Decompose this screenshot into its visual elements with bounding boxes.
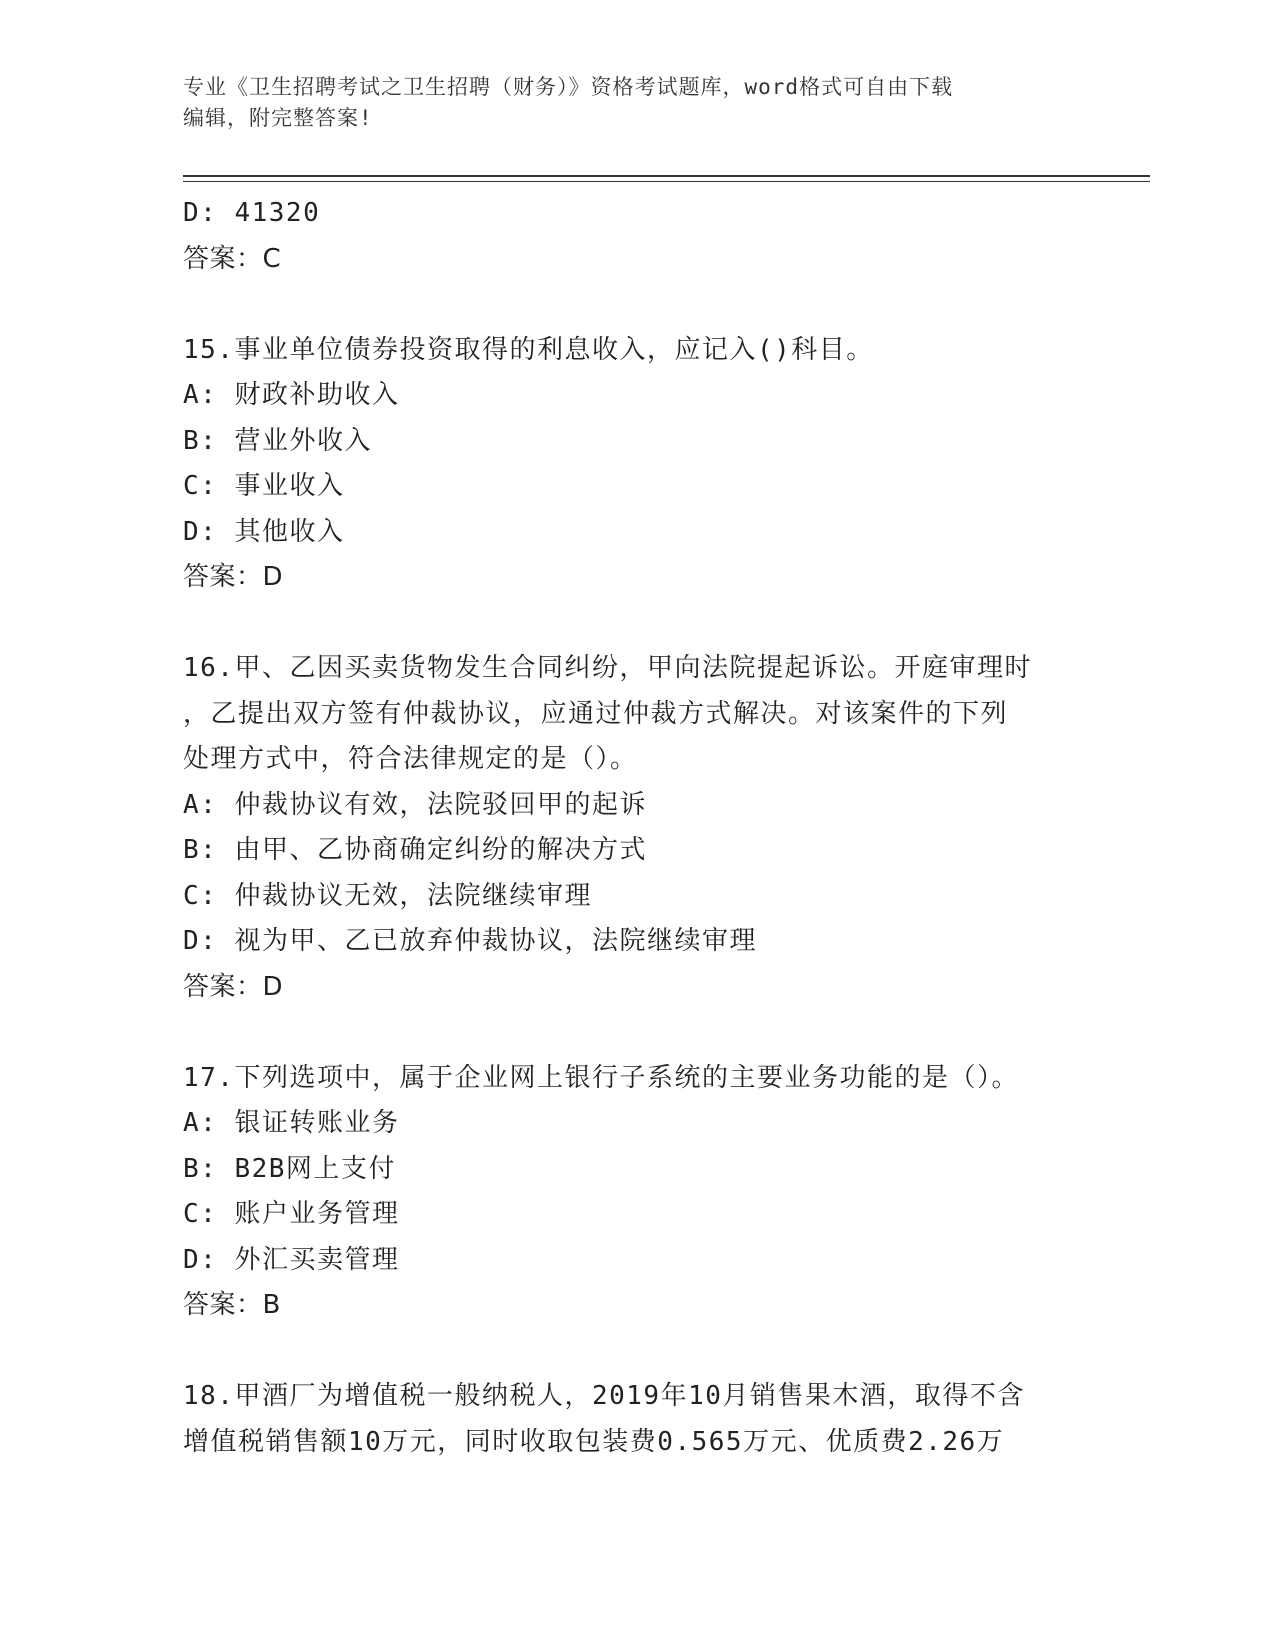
option-d: D: 其他收入 — [183, 516, 345, 547]
question-stem-line-2: ，乙提出双方签有仲裁协议，应通过仲裁方式解决。对该案件的下列 — [183, 698, 1009, 729]
question-stem-line-1: 16.甲、乙因买卖货物发生合同纠纷，甲向法院提起诉讼。开庭审理时 — [183, 653, 1032, 683]
spacer — [183, 1010, 1083, 1056]
option-d: D: 视为甲、乙已放弃仲裁协议，法院继续审理 — [183, 926, 757, 956]
answer: 答案：C — [183, 243, 282, 274]
header-line-2: 编辑，附完整答案! — [183, 106, 373, 130]
option-a: A: 银证转账业务 — [183, 1108, 400, 1138]
header-divider-thick — [183, 175, 1150, 177]
option-c: C: 事业收入 — [183, 471, 345, 501]
option-a: A: 仲裁协议有效，法院驳回甲的起诉 — [183, 789, 647, 820]
option-c: C: 账户业务管理 — [183, 1199, 400, 1229]
answer: 答案：D — [183, 971, 284, 1002]
option-a: A: 财政补助收入 — [183, 380, 400, 410]
question-17 — [183, 1056, 1083, 1329]
header-line-1: 专业《卫生招聘考试之卫生招聘（财务）》资格考试题库，word格式可自由下载 — [183, 75, 954, 99]
answer: 答案：B — [183, 1290, 281, 1320]
spacer — [183, 282, 1083, 328]
answer: 答案：D — [183, 562, 284, 592]
option-b: B: B2B网上支付 — [183, 1153, 396, 1184]
question-15 — [183, 328, 1083, 601]
option-d: D: 41320 — [183, 198, 321, 228]
spacer — [183, 601, 1083, 647]
option-b: B: 营业外收入 — [183, 425, 372, 456]
question-14-tail — [183, 191, 1083, 282]
spacer — [183, 1329, 1083, 1375]
question-stem-line-3: 处理方式中，符合法律规定的是（）。 — [183, 744, 638, 774]
document-header — [183, 72, 1063, 134]
option-c: C: 仲裁协议无效，法院继续审理 — [183, 880, 592, 911]
question-stem-line-1: 18.甲酒厂为增值税一般纳税人，2019年10月销售果木酒，取得不含 — [183, 1381, 1025, 1411]
option-b: B: 由甲、乙协商确定纠纷的解决方式 — [183, 835, 647, 865]
question-18 — [183, 1374, 1083, 1465]
question-stem: 15.事业单位债券投资取得的利息收入，应记入()科目。 — [183, 334, 874, 365]
question-16 — [183, 646, 1083, 1010]
question-list — [183, 191, 1083, 1465]
question-stem-line-2: 增值税销售额10万元，同时收取包装费0.565万元、优质费2.26万 — [183, 1426, 1005, 1457]
option-d: D: 外汇买卖管理 — [183, 1244, 400, 1275]
header-divider-thin — [183, 181, 1150, 182]
question-stem: 17.下列选项中，属于企业网上银行子系统的主要业务功能的是（）。 — [183, 1062, 1019, 1093]
